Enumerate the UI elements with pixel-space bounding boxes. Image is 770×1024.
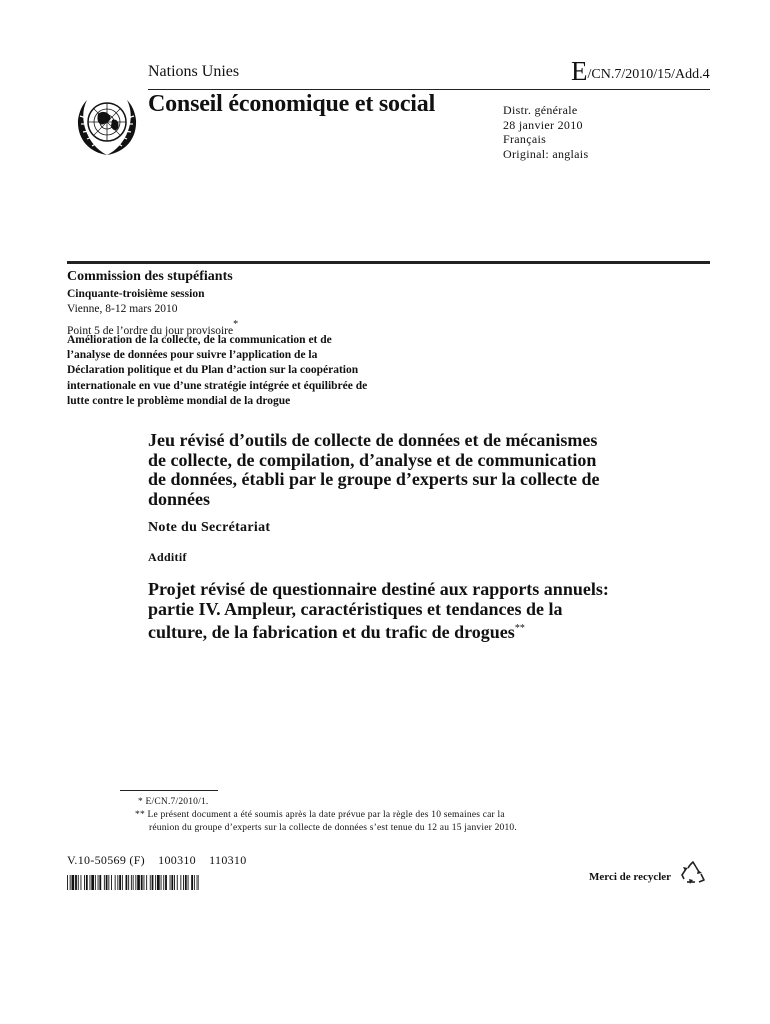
- document-subtitle-text: culture, de la fabrication et du trafic de drogues: [148, 622, 515, 642]
- document-title-line: de collecte, de compilation, d’analyse et de communication: [148, 449, 597, 470]
- document-subtitle-line: [148, 619, 638, 643]
- addendum-label: Additif: [148, 550, 187, 564]
- document-subtitle: [148, 580, 638, 643]
- agenda-footnote-mark: *: [233, 319, 239, 331]
- agenda-item-title: [67, 333, 437, 409]
- recycle-text: Merci de recycler: [589, 871, 672, 883]
- document-date: 28 janvier 2010: [503, 117, 583, 132]
- symbol-code: /CN.7/2010/15/Add.4: [587, 67, 710, 82]
- original-language: Original: anglais: [503, 146, 589, 161]
- un-emblem-icon: [74, 92, 140, 158]
- symbol-letter: E: [571, 56, 588, 86]
- document-title-line: de données, établi par le groupe d’experts sur la collecte de: [148, 469, 600, 489]
- section-rule: [67, 261, 710, 264]
- recycle-icon: [679, 860, 707, 888]
- agenda-item-line: l’analyse de données pour suivre l’application de la: [67, 349, 318, 362]
- distribution-label: Distr. générale: [503, 103, 578, 117]
- secretariat-note: Note du Secrétariat: [148, 520, 271, 535]
- subtitle-footnote-mark: **: [514, 623, 525, 634]
- document-language: Français: [503, 132, 547, 147]
- distribution-meta: [503, 103, 588, 161]
- footnote-2-line: ** Le présent document a été soumis après la date prévue par la règle des 10 semaines car la: [135, 810, 505, 820]
- footnote-2-line: réunion du groupe d’experts sur la collecte de données s’est tenue du 12 au 15 janvier 2010.: [149, 823, 517, 833]
- agenda-point-text: Point 5 de l’ordre du jour provisoire: [67, 325, 234, 338]
- council-title: Conseil économique et social: [148, 91, 436, 117]
- header-rule: [148, 89, 710, 90]
- footnote-rule: [120, 790, 218, 791]
- agenda-item-line: Déclaration politique et du Plan d’action sur la coopération: [67, 364, 359, 377]
- footnote-1: * E/CN.7/2010/1.: [138, 797, 209, 807]
- commission-name: Commission des stupéfiants: [67, 269, 233, 284]
- session-info: [67, 287, 238, 340]
- agenda-item-line: lutte contre le problème mondial de la drogue: [67, 394, 291, 407]
- agenda-item-line: Amélioration de la collecte, de la communication et de: [67, 334, 332, 346]
- document-title-line: données: [148, 488, 211, 509]
- job-reference: V.10-50569 (F) 100310 110310: [67, 853, 247, 867]
- footnote-2: [135, 809, 605, 835]
- document-title-line: Jeu révisé d’outils de collecte de données et de mécanismes: [148, 430, 598, 450]
- barcode-icon: [67, 875, 199, 890]
- organization-name: Nations Unies: [148, 63, 240, 80]
- agenda-item-line: internationale en vue d’une stratégie intégrée et équilibrée de: [67, 379, 368, 392]
- document-subtitle-line: partie IV. Ampleur, caractéristiques et tendances de la: [148, 598, 563, 619]
- session-name: Cinquante-troisième session: [67, 288, 205, 300]
- document-subtitle-line: Projet révisé de questionnaire destiné aux rapports annuels:: [148, 579, 609, 599]
- session-place-dates: Vienne, 8-12 mars 2010: [67, 303, 178, 316]
- document-symbol: [571, 58, 710, 85]
- document-title: [148, 431, 638, 509]
